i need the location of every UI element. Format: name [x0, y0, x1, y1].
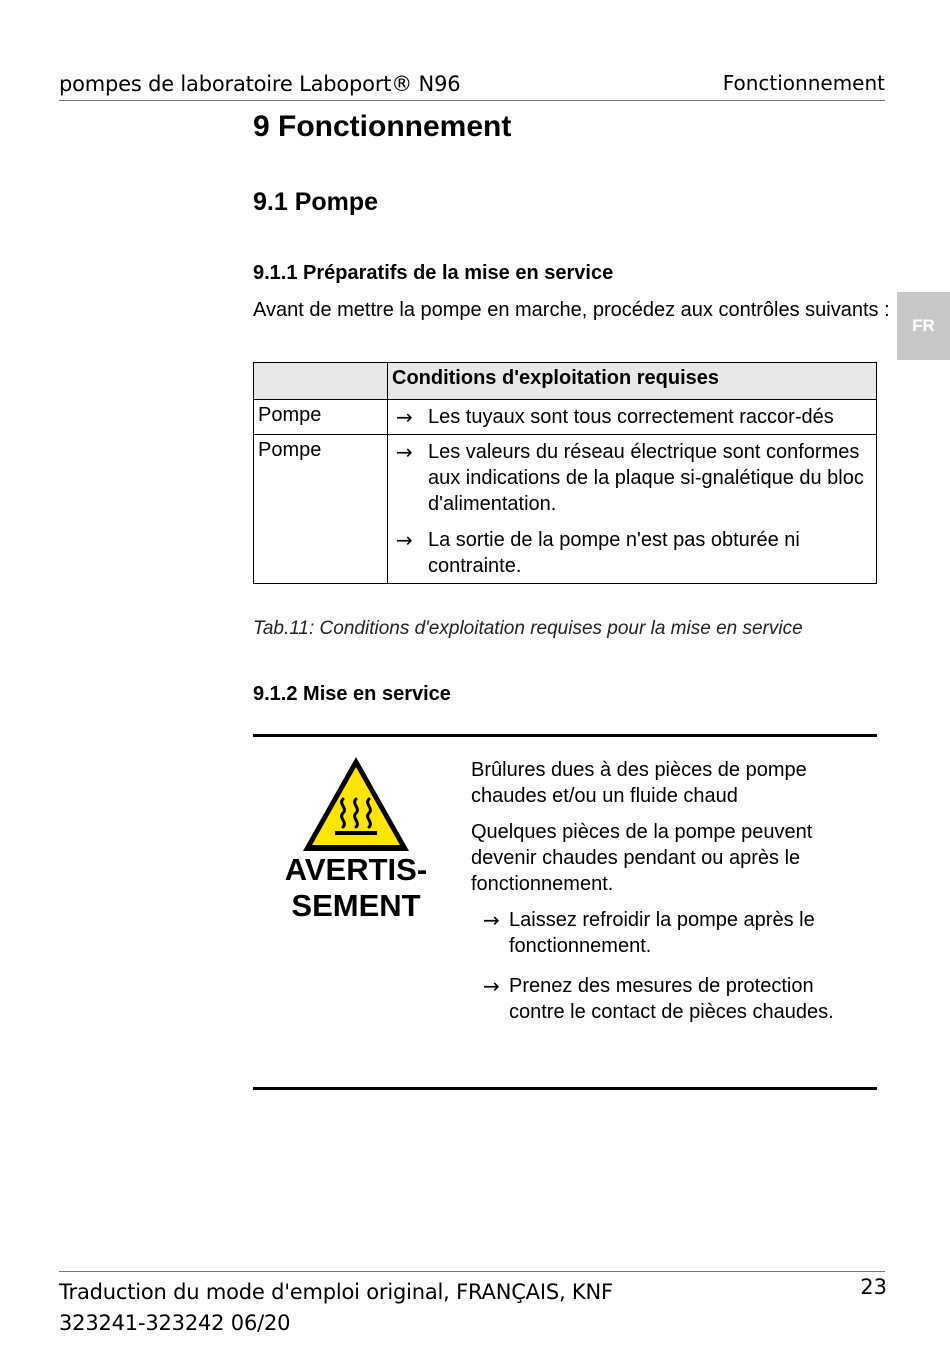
warning-top-rule — [253, 734, 877, 737]
arrow-right-icon: → — [396, 405, 413, 429]
warning-action-item — [483, 907, 871, 959]
arrow-right-icon: → — [483, 974, 500, 998]
subsection-heading-preparation: 9.1.1 Préparatifs de la mise en service — [253, 262, 614, 284]
warning-bottom-rule — [253, 1087, 877, 1090]
table-row — [254, 400, 877, 435]
footer-translation-note: Traduction du mode d'emploi original, FRANÇAIS, KNF — [59, 1280, 613, 1304]
row-conditions — [388, 435, 877, 584]
row-label: Pompe — [254, 435, 388, 584]
arrow-right-icon: → — [396, 440, 413, 464]
warning-signal-word-line1: AVERTIS- — [284, 852, 428, 887]
table-caption: Tab.11: Conditions d'exploitation requises pour la mise en service — [253, 618, 803, 639]
intro-paragraph: Avant de mettre la pompe en marche, procédez aux contrôles suivants : — [253, 299, 890, 321]
warning-content — [471, 757, 871, 1039]
condition-item — [396, 439, 868, 517]
hot-surface-warning-icon — [301, 755, 411, 853]
warning-title: Brûlures dues à des pièces de pompe chaudes et/ou un fluide chaud — [471, 759, 807, 807]
footer-info — [59, 1277, 613, 1339]
subsection-heading-commissioning: 9.1.2 Mise en service — [253, 683, 451, 705]
warning-action-text: Prenez des mesures de protection contre le contact de pièces chaudes. — [509, 975, 834, 1023]
condition-item — [396, 404, 868, 430]
warning-signal-word-line2: SEMENT — [291, 888, 421, 923]
section-heading: 9.1 Pompe — [253, 188, 379, 216]
conditions-table — [253, 362, 877, 584]
warning-signal-word — [256, 852, 456, 924]
arrow-right-icon: → — [483, 908, 500, 932]
language-tab: FR — [897, 292, 950, 360]
header-chapter-title: Fonctionnement — [722, 71, 885, 95]
chapter-heading: 9 Fonctionnement — [253, 110, 512, 143]
warning-action-text: Laissez refroidir la pompe après le fonctionnement. — [509, 909, 815, 957]
page-number: 23 — [860, 1275, 887, 1299]
warning-body: Quelques pièces de la pompe peuvent devenir chaudes pendant ou après le fonctionnement. — [471, 821, 813, 895]
condition-text: Les tuyaux sont tous correctement raccor-dés — [428, 406, 834, 428]
table-header-row — [254, 363, 877, 400]
header-document-title: pompes de laboratoire Laboport® N96 — [59, 72, 461, 96]
footer-rule — [59, 1271, 885, 1272]
table-header-empty — [254, 363, 388, 400]
table-header-conditions: Conditions d'exploitation requises — [388, 363, 877, 400]
warning-action-item — [483, 973, 871, 1025]
condition-item — [396, 527, 868, 579]
condition-text: Les valeurs du réseau électrique sont conformes aux indications de la plaque si-gnalétique du bloc d'alimentation. — [428, 441, 864, 515]
condition-text: La sortie de la pompe n'est pas obturée ni contrainte. — [428, 529, 800, 577]
arrow-right-icon: → — [396, 528, 413, 552]
header-rule — [59, 100, 885, 101]
table-row — [254, 435, 877, 584]
row-conditions — [388, 400, 877, 435]
footer-document-number: 323241-323242 06/20 — [59, 1311, 291, 1335]
row-label: Pompe — [254, 400, 388, 435]
